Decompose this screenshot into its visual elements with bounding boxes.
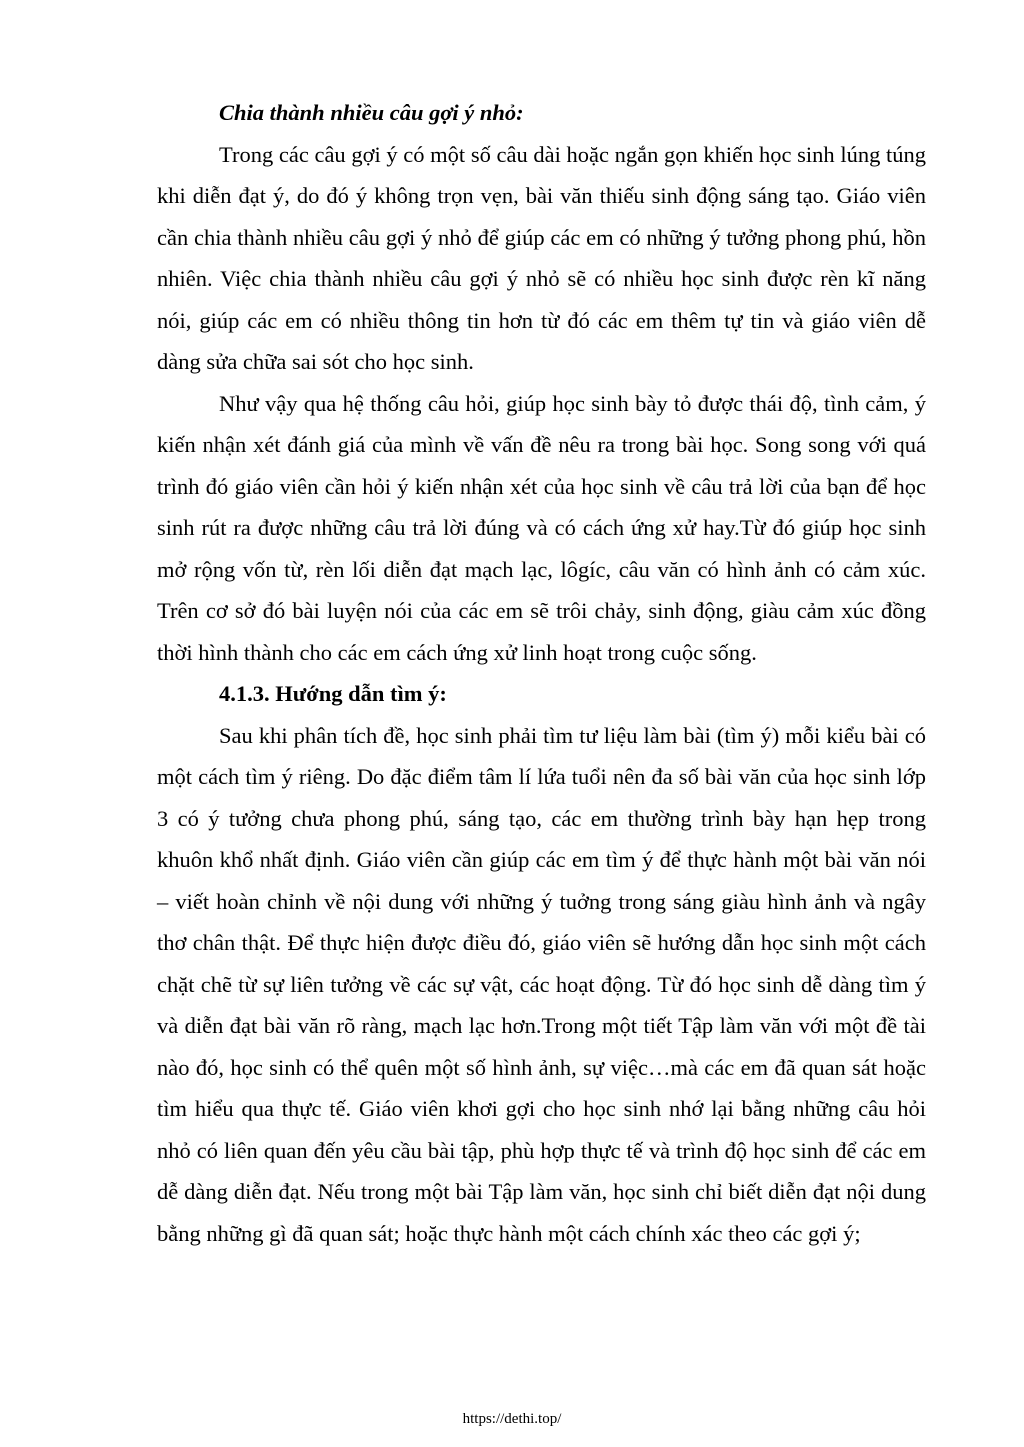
document-body bbox=[157, 92, 926, 1254]
page-footer-url: https://dethi.top/ bbox=[462, 1411, 562, 1427]
section-heading: 4.1.3. Hướng dẫn tìm ý: bbox=[219, 681, 447, 706]
paragraph: Như vậy qua hệ thống câu hỏi, giúp học sinh bày tỏ được thái độ, tình cảm, ý kiến nhận xét đánh giá của mình về vấn đề nêu ra trong bài học. Song song với quá trình đó giáo viên cần hỏi ý kiến nhận xét của học sinh về câu trả lời của bạn để học sinh rút ra được những câu trả lời đúng và có cách ứng xử hay.Từ đó giúp học sinh mở rộng vốn từ, rèn lối diễn đạt mạch lạc, lôgíc, câu văn có hình ảnh có cảm xúc. Trên cơ sở đó bài luyện nói của các em sẽ trôi chảy, sinh động, giàu cảm xúc đồng thời hình thành cho các em cách ứng xử linh hoạt trong cuộc sống. bbox=[157, 390, 926, 665]
paragraph: Sau khi phân tích đề, học sinh phải tìm tư liệu làm bài (tìm ý) mỗi kiểu bài có một cách tìm ý riêng. Do đặc điểm tâm lí lứa tuổi nên đa số bài văn của học sinh lớp 3 có ý tưởng chưa phong phú, sáng tạo, các em thường trình bày hạn hẹp trong khuôn khổ nhất định. Giáo viên cần giúp các em tìm ý để thực hành một bài văn nói – viết hoàn chỉnh về nội dung với những ý tuởng trong sáng giàu hình ảnh và ngây thơ chân thật. Để thực hiện được điều đó, giáo viên sẽ hướng dẫn học sinh một cách chặt chẽ từ sự liên tưởng về các sự vật, các hoạt động. Từ đó học sinh dễ dàng tìm ý và diễn đạt bài văn rõ ràng, mạch lạc hơn.Trong một tiết Tập làm văn với một đề tài nào đó, học sinh có thể quên một số hình ảnh, sự việc…mà các em đã quan sát hoặc tìm hiểu qua thực tế. Giáo viên khơi gợi cho học sinh nhớ lại bằng những câu hỏi nhỏ có liên quan đến yêu cầu bài tập, phù hợp thực tế và trình độ học sinh để các em dễ dàng diễn đạt. Nếu trong một bài Tập làm văn, học sinh chỉ biết diễn đạt nội dung bằng những gì đã quan sát; hoặc thực hành một cách chính xác theo các gợi ý; bbox=[157, 722, 926, 1246]
section-heading-italic: Chia thành nhiều câu gợi ý nhỏ: bbox=[219, 100, 524, 125]
paragraph: Trong các câu gợi ý có một số câu dài hoặc ngắn gọn khiến học sinh lúng túng khi diễn đạt ý, do đó ý không trọn vẹn, bài văn thiếu sinh động sáng tạo. Giáo viên cần chia thành nhiều câu gợi ý nhỏ để giúp các em có những ý tưởng phong phú, hồn nhiên. Việc chia thành nhiều câu gợi ý nhỏ sẽ có nhiều học sinh được rèn kĩ năng nói, giúp các em có nhiều thông tin hơn từ đó các em thêm tự tin và giáo viên dễ dàng sửa chữa sai sót cho học sinh. bbox=[157, 141, 926, 374]
